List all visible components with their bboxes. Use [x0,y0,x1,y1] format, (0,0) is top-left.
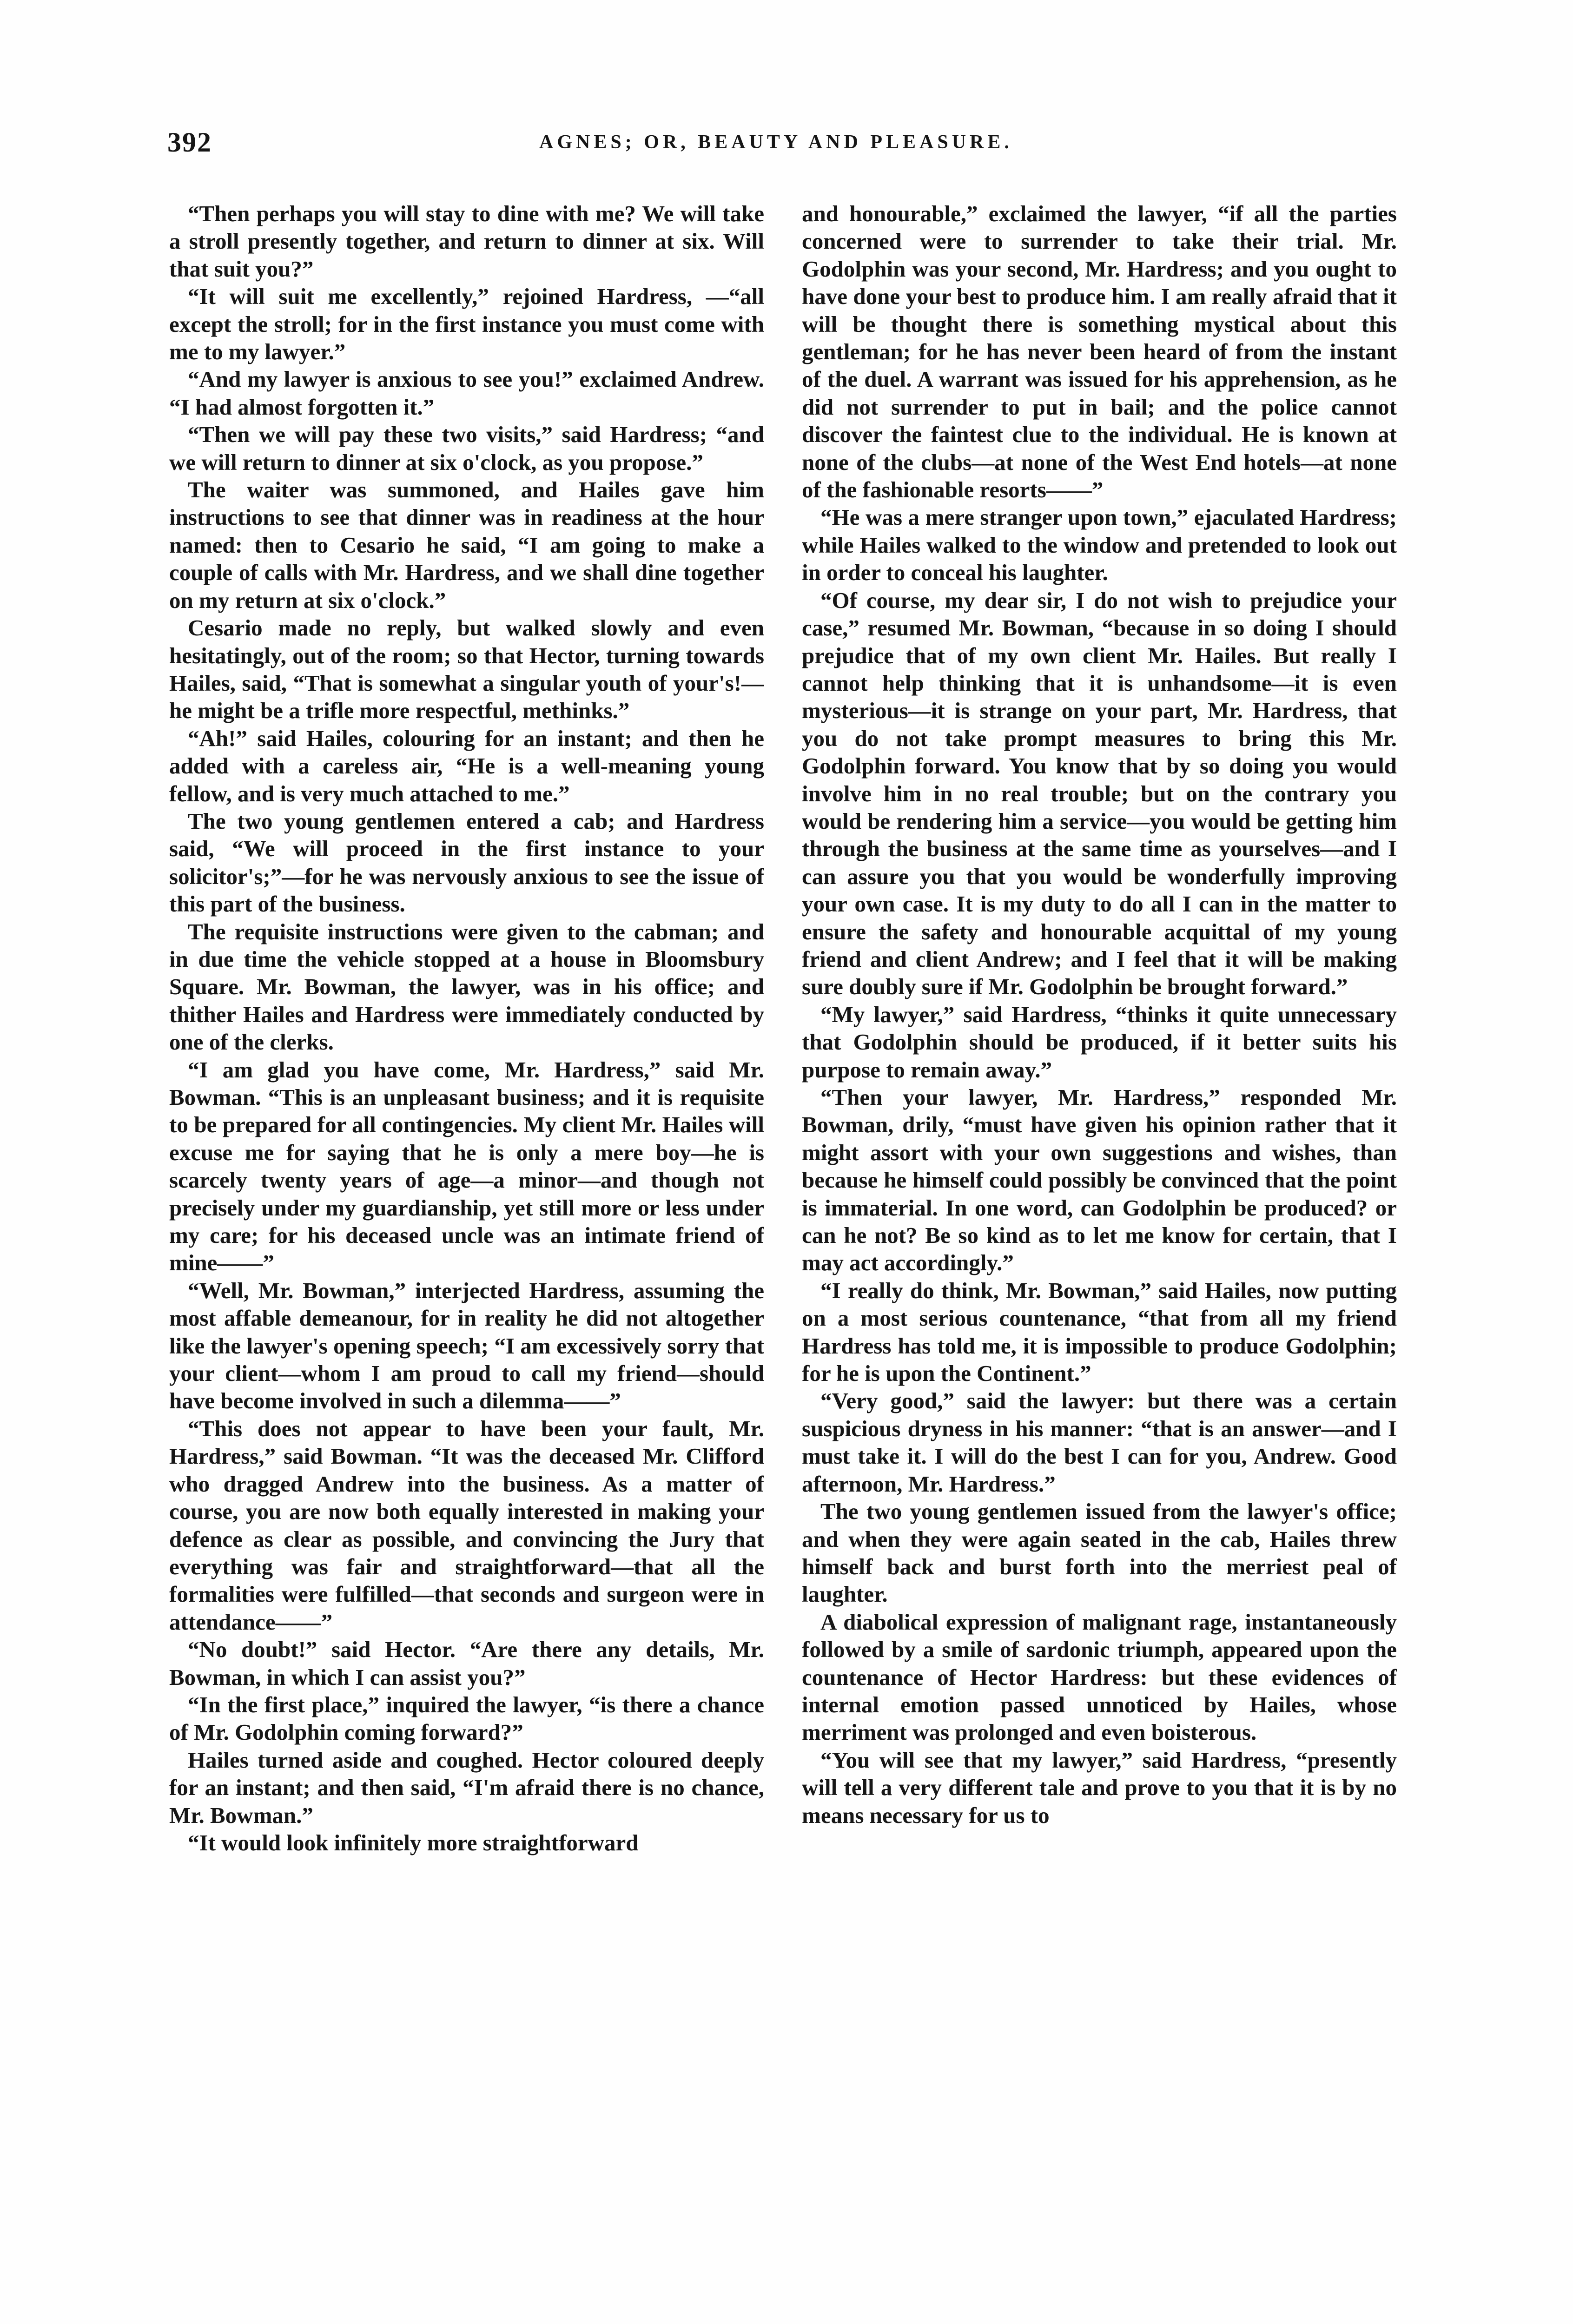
paragraph: “Ah!” said Hailes, colouring for an instant; and then he added with a careless air, “He is a well-meaning young fellow, and is very much attached to me.” [169,725,764,806]
paragraph: Cesario made no reply, but walked slowly and even hesitatingly, out of the room; so that Hector, turning towards Hailes, said, “That is somewhat a singular youth of your's!—he might be a trifle more respectful, methinks.” [169,615,764,724]
paragraph: “I am glad you have come, Mr. Hardress,” said Mr. Bowman. “This is an unpleasant business; and it is requisite to be prepared for all contingencies. My client Mr. Hailes will excuse me for saying that he is only a mere boy—he is scarcely twenty years of age—a minor—and though not precisely under my guardianship, yet still more or less under my care; for his deceased uncle was an intimate friend of mine——” [169,1056,764,1276]
paragraph: A diabolical expression of malignant rage, instantaneously followed by a smile of sardonic triumph, appeared upon the countenance of Hector Hardress: but these evidences of internal emotion passed unnoticed by Hailes, whose merriment was prolonged and even boisterous. [802,1609,1397,1745]
left-column [169,200,764,2319]
paragraph: The waiter was summoned, and Hailes gave him instructions to see that dinner was in readiness at the hour named: then to Cesario he said, “I am going to make a couple of calls with Mr. Hardress, and we shall dine together on my return at six o'clock.” [169,477,764,613]
paragraph: “It would look infinitely more straightforward [188,1829,639,1855]
paragraph: “I really do think, Mr. Bowman,” said Hailes, now putting on a most serious countenance, “that from all my friend Hardress has told me, it is impossible to produce Godolphin; for he is upon the Continent.” [802,1277,1397,1386]
paragraph: “He was a mere stranger upon town,” ejaculated Hardress; while Hailes walked to the window and pretended to look out in order to conceal his laughter. [802,504,1397,586]
paragraph: Hailes turned aside and coughed. Hector coloured deeply for an instant; and then said, “I'm afraid there is no chance, Mr. Bowman.” [169,1747,764,1828]
paragraph: The two young gentlemen entered a cab; and Hardress said, “We will proceed in the first instance to your solicitor's;”—for he was nervously anxious to see the issue of this part of the business. [169,808,764,917]
paragraph: “Very good,” said the lawyer: but there was a certain suspicious dryness in his manner: “that is an answer—and I must take it. I will do the best I can for you, Andrew. Good afternoon, Mr. Hardress.” [802,1388,1397,1497]
right-column [802,200,1397,2319]
paragraph: “No doubt!” said Hector. “Are there any details, Mr. Bowman, in which I can assist you?” [169,1637,764,1690]
page-number: 392 [167,127,212,158]
paragraph: The requisite instructions were given to the cabman; and in due time the vehicle stopped at a house in Bloomsbury Square. Mr. Bowman, the lawyer, was in his office; and thither Hailes and Hardress were immediately conducted by one of the clerks. [169,918,764,1055]
paragraph-continued: and honourable,” exclaimed the lawyer, “if all the parties concerned were to surrender to take their trial. Mr. Godolphin was your second, Mr. Hardress; and you ought to have done your best to produce him. I am really afraid that it will be thought there is something mystical about this gentleman; for he has never been heard of from the instant of the duel. A warrant was issued for his apprehension, as he did not surrender to put in bail; and the police cannot discover the faintest clue to the individual. He is known at none of the clubs—at none of the West End hotels—at none of the fashionable resorts——” [802,201,1397,503]
paragraph: “You will see that my lawyer,” said Hardress, “presently will tell a very different tale and prove to you that it is by no means necessary for us to [802,1747,1397,1828]
paragraph: “And my lawyer is anxious to see you!” exclaimed Andrew. “I had almost forgotten it.” [169,366,764,420]
paragraph: “In the first place,” inquired the lawyer, “is there a chance of Mr. Godolphin coming forward?” [169,1691,764,1745]
running-head [167,126,1404,164]
paragraph: “Then your lawyer, Mr. Hardress,” responded Mr. Bowman, drily, “must have given his opinion rather that it might assort with your own suggestions and wishes, than because he himself could possibly be convinced that the point is immaterial. In one word, can Godolphin be produced? or can he not? Be so kind as to let me know for certain, that I may act accordingly.” [802,1084,1397,1276]
paragraph: “This does not appear to have been your fault, Mr. Hardress,” said Bowman. “It was the deceased Mr. Clifford who dragged Andrew into the business. As a matter of course, you are now both equally interested in making your defence as clear as possible, and convincing the Jury that everything was fair and straightforward—that all the formalities were fulfilled—that seconds and surgeon were in attendance——” [169,1415,764,1635]
paragraph: “My lawyer,” said Hardress, “thinks it quite unnecessary that Godolphin should be produced, if it better suits his purpose to remain away.” [802,1001,1397,1083]
paragraph: “Then we will pay these two visits,” said Hardress; “and we will return to dinner at six o'clock, as you propose.” [169,422,764,475]
paragraph: The two young gentlemen issued from the lawyer's office; and when they were again seated in the cab, Hailes threw himself back and burst forth into the merriest peal of laughter. [802,1499,1397,1607]
paragraph: “Well, Mr. Bowman,” interjected Hardress, assuming the most affable demeanour, for in reality he did not altogether like the lawyer's opening speech; “I am excessively sorry that your client—whom I am proud to call my friend—should have become involved in such a dilemma——” [169,1277,764,1414]
running-title: AGNES; OR, BEAUTY AND PLEASURE. [539,132,1013,153]
paragraph: “Of course, my dear sir, I do not wish to prejudice your case,” resumed Mr. Bowman, “because in so doing I should prejudice that of my own client Mr. Hailes. But really I cannot help thinking that it is unhandsome—it is even mysterious—it is strange on your part, Mr. Hardress, that you do not take prompt measures to bring this Mr. Godolphin forward. You know that by so doing you would involve him in no real trouble; but on the contrary you would be rendering him a service—you would be getting him through the business at the same time as yourselves—and I can assure you that you would be wonderfully improving your own case. It is my duty to do all I can in the matter to ensure the safety and honourable acquittal of my young friend and client Andrew; and I feel that it will be making sure doubly sure if Mr. Godolphin be brought forward.” [802,587,1397,1000]
paragraph: “It will suit me excellently,” rejoined Hardress, —“all except the stroll; for in the first instance you must come with me to my lawyer.” [169,284,764,365]
paragraph: “Then perhaps you will stay to dine with me? We will take a stroll presently together, and return to dinner at six. Will that suit you?” [169,201,764,282]
